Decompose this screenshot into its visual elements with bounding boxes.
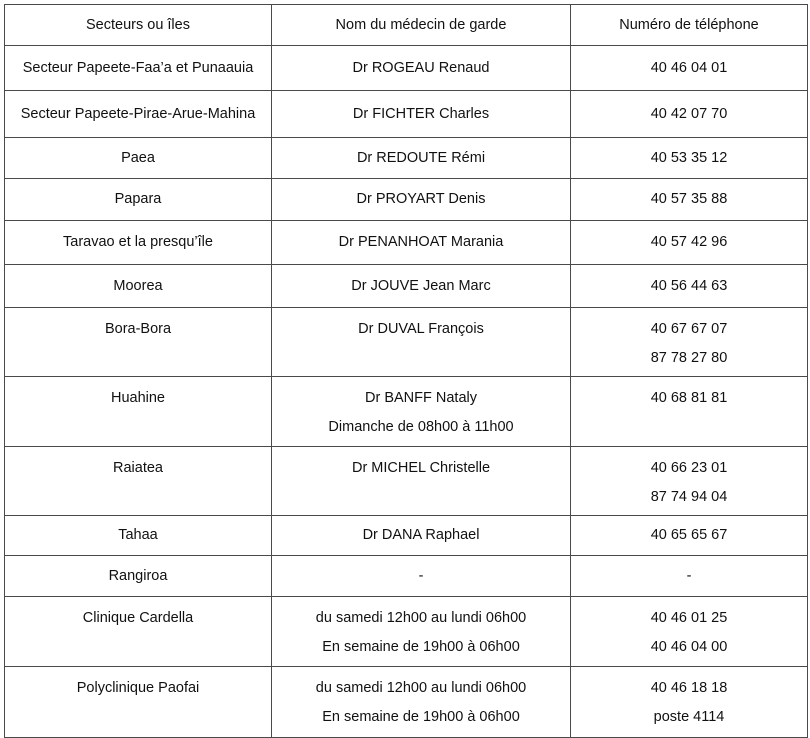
- phone-cell-line: 40 53 35 12: [650, 149, 728, 166]
- doctor-cell-line: Dr PROYART Denis: [356, 191, 486, 207]
- phone-cell-line: -: [686, 567, 692, 584]
- sector-cell-line: Tahaa: [118, 527, 158, 543]
- phone-cell: [571, 91, 808, 138]
- doctor-cell-line: Dr MICHEL Christelle: [351, 460, 491, 476]
- doctor-cell: [272, 308, 571, 377]
- phone-cell-line: 40 46 04 00: [650, 639, 728, 655]
- doctor-cell: [272, 377, 571, 447]
- table-row: [5, 308, 808, 377]
- phone-cell: [571, 221, 808, 265]
- sector-cell-line: Moorea: [113, 277, 163, 294]
- sector-cell: [5, 221, 272, 265]
- sector-cell: [5, 377, 272, 447]
- doctor-cell: [272, 138, 571, 179]
- doctor-cell-line: Dr DUVAL François: [358, 321, 484, 337]
- phone-cell: [571, 667, 808, 738]
- doctor-cell-line: Dr PENANHOAT Marania: [338, 234, 504, 250]
- sector-cell-line: Bora-Bora: [104, 321, 172, 337]
- doctor-cell-line: Dr JOUVE Jean Marc: [351, 277, 491, 294]
- doctor-cell: [272, 46, 571, 91]
- table-header-row: [5, 5, 808, 46]
- phone-cell-line: 40 65 65 67: [650, 527, 728, 543]
- sector-cell-line: Papara: [114, 191, 162, 207]
- phone-cell-line: 40 46 18 18: [650, 680, 728, 696]
- doctor-cell-line: En semaine de 19h00 à 06h00: [322, 709, 520, 725]
- phone-cell-line: 87 78 27 80: [650, 350, 728, 366]
- sector-cell-line: Raiatea: [113, 460, 163, 476]
- sector-cell: [5, 179, 272, 221]
- doctor-cell-line: du samedi 12h00 au lundi 06h00: [315, 680, 527, 696]
- doctor-cell-line: En semaine de 19h00 à 06h00: [322, 639, 520, 655]
- doctor-cell: [272, 667, 571, 738]
- doctor-cell-line: Dr FICHTER Charles: [352, 105, 490, 122]
- phone-cell: [571, 597, 808, 667]
- sector-cell: [5, 597, 272, 667]
- phone-cell: [571, 265, 808, 308]
- doctor-cell-line: Dr REDOUTE Rémi: [356, 149, 486, 166]
- sector-cell: [5, 91, 272, 138]
- phone-cell-line: 40 67 67 07: [650, 321, 728, 337]
- sector-cell: [5, 308, 272, 377]
- sector-cell-line: Paea: [121, 149, 155, 166]
- sector-cell-line: Clinique Cardella: [82, 610, 194, 626]
- doctor-cell: [272, 516, 571, 556]
- doctor-cell-line: du samedi 12h00 au lundi 06h00: [315, 610, 527, 626]
- sector-cell-line: Taravao et la presqu’île: [63, 234, 213, 250]
- sector-cell: [5, 516, 272, 556]
- sector-cell-line: Secteur Papeete-Pirae-Arue-Mahina: [20, 105, 256, 122]
- sector-cell: [5, 447, 272, 516]
- phone-cell: [571, 447, 808, 516]
- doctor-cell: [272, 91, 571, 138]
- phone-cell: [571, 377, 808, 447]
- table-row: [5, 91, 808, 138]
- phone-cell: [571, 516, 808, 556]
- doctor-cell: [272, 597, 571, 667]
- doctor-cell-line: Dimanche de 08h00 à 11h00: [328, 419, 514, 435]
- table-row: [5, 556, 808, 597]
- phone-cell: [571, 179, 808, 221]
- header-doctor: Nom du médecin de garde: [272, 5, 571, 46]
- doctor-cell: [272, 447, 571, 516]
- phone-cell-line: 40 56 44 63: [650, 277, 728, 294]
- phone-cell-line: 40 46 04 01: [650, 59, 728, 76]
- phone-cell: [571, 308, 808, 377]
- sector-cell: [5, 667, 272, 738]
- table-row: [5, 221, 808, 265]
- doctor-cell-line: Dr DANA Raphael: [362, 527, 480, 543]
- sector-cell: [5, 46, 272, 91]
- sector-cell-line: Polyclinique Paofai: [76, 680, 200, 696]
- table-row: [5, 265, 808, 308]
- header-sector: Secteurs ou îles: [5, 5, 272, 46]
- sector-cell-line: Rangiroa: [108, 567, 168, 584]
- phone-cell-line: 40 57 42 96: [650, 234, 728, 250]
- sector-cell: [5, 556, 272, 597]
- table-row: [5, 377, 808, 447]
- doctor-cell-line: Dr BANFF Nataly: [365, 390, 477, 406]
- phone-cell-line: poste 4114: [653, 709, 725, 725]
- doctor-cell: [272, 265, 571, 308]
- table-row: [5, 516, 808, 556]
- doctor-cell: [272, 179, 571, 221]
- phone-cell-line: 40 42 07 70: [650, 105, 728, 122]
- sector-cell-line: Secteur Papeete-Faa’a et Punaauia: [22, 59, 254, 76]
- doctor-cell: [272, 221, 571, 265]
- phone-cell-line: 87 74 94 04: [650, 489, 728, 505]
- table-row: [5, 138, 808, 179]
- table-row: [5, 667, 808, 738]
- on-call-doctors-table: [4, 4, 808, 738]
- table-row: [5, 597, 808, 667]
- sector-cell: [5, 265, 272, 308]
- doctor-cell: [272, 556, 571, 597]
- phone-cell: [571, 138, 808, 179]
- doctor-cell-line: -: [418, 567, 424, 584]
- sector-cell: [5, 138, 272, 179]
- table-row: [5, 179, 808, 221]
- sector-cell-line: Huahine: [110, 390, 165, 406]
- header-phone: Numéro de téléphone: [571, 5, 808, 46]
- phone-cell-line: 40 68 81 81: [650, 390, 728, 406]
- table-row: [5, 46, 808, 91]
- table-row: [5, 447, 808, 516]
- phone-cell: [571, 556, 808, 597]
- phone-cell-line: 40 57 35 88: [650, 191, 728, 207]
- doctor-cell-line: Dr ROGEAU Renaud: [352, 59, 490, 76]
- phone-cell-line: 40 66 23 01: [650, 460, 728, 476]
- phone-cell-line: 40 46 01 25: [650, 610, 728, 626]
- phone-cell: [571, 46, 808, 91]
